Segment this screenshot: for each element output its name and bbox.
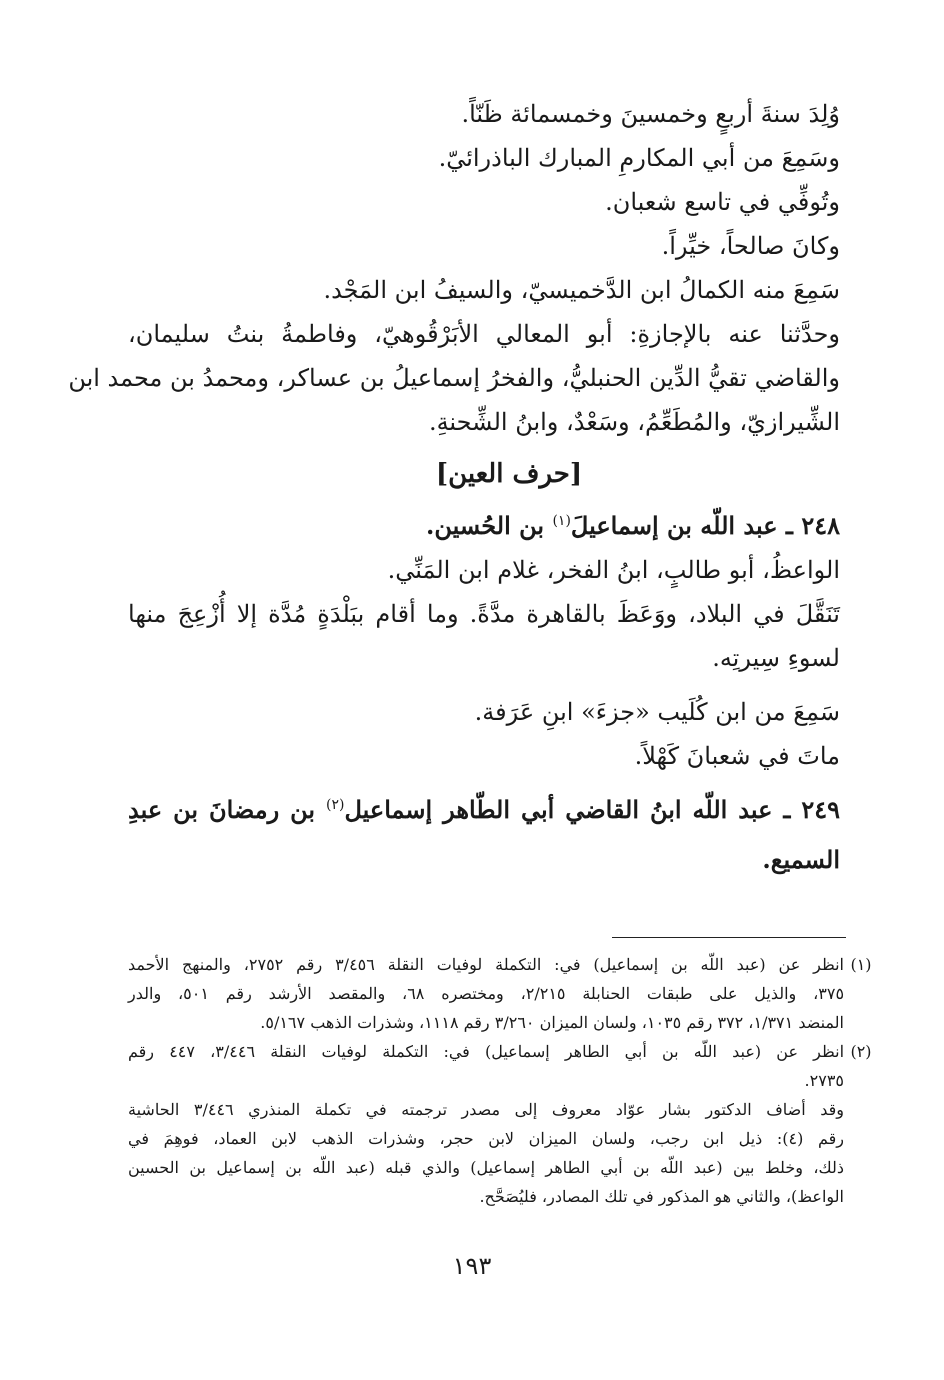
text-line: لسوءِ سِيرتِه. [712, 644, 840, 672]
text-line: وكانَ صالحاً، خيِّراً. [661, 232, 840, 260]
footnote-number: (١) [850, 955, 872, 974]
text-line: الواعظُ، أبو طالبٍ، ابنُ الفخر، غلام ابن المَنِّي. [387, 556, 840, 584]
footnote-line: رقم (٤): ذيل ابن رجب، ولسان الميزان لابن حجر، وشذرات الذهب لابن العماد، فوهِمَ في [128, 1129, 844, 1148]
footnote-line: ذلك، وخلط بين (عبد اللّه بن أبي الطاهر إسماعيل) والذي قبله (عبد اللّه بن إسماعيل بن الحسين [128, 1158, 844, 1177]
footnote-2-addendum [128, 1095, 844, 1211]
footnote-line: انظر عن (عبد اللّه بن أبي الطاهر إسماعيل) في: التكملة لوفيات النقلة ٣/٤٤٦، ٤٤٧ رقم [128, 1042, 845, 1061]
section-heading: [حرف العين] [435, 459, 583, 489]
intro-lines [128, 92, 840, 312]
main-text [68, 92, 840, 882]
text-line: وتُوفِّي في تاسع شعبان. [605, 188, 840, 216]
entry-248-tail: بن الحُسين. [426, 511, 545, 540]
footnote-line: الواعظ)، والثاني هو المذكور في تلك المصادر، فليُصَحَّح. [479, 1187, 844, 1206]
entry-249-name: ٢٤٩ ـ عبد اللّه ابنُ القاضي أبي الطّاهر إسماعيل [344, 795, 840, 824]
footnote-ref-1[interactable]: (١) [552, 513, 571, 529]
footnote-line: المنضد ١/٣٧١، ٣٧٢ رقم ١٠٣٥، ولسان الميزان ٣/٢٦٠ رقم ١١١٨، وشذرات الذهب ٥/١٦٧. [260, 1013, 844, 1032]
text-line: تَنَقَّلَ في البلاد، ووَعَظَ بالقاهرة مدَّةً. وما أقام ببَلْدَةٍ مُدَّة إلا أُزْعِجَ منها [128, 600, 840, 628]
footnote-line: وقد أضاف الدكتور بشار عوّاد معروف إلى مصدر ترجمته في تكملة المنذري ٣/٤٤٦ الحاشية [128, 1100, 845, 1119]
text-line: ماتَ في شعبانَ كَهْلاً. [634, 742, 840, 770]
footnote-1 [128, 950, 872, 1037]
footnotes [128, 950, 872, 1211]
text-line: وسَمِعَ من أبي المكارمِ المبارك الباذرائيّ. [438, 144, 840, 172]
text-line: سَمِعَ من ابن كُلَيب «جزءَ» ابنِ عَرَفة. [474, 698, 840, 726]
entry-248-heading [128, 504, 840, 548]
text-line: سَمِعَ منه الكمالُ ابن الدَّخميسيّ، والسيفُ ابن المَجْد. [323, 276, 840, 304]
footnote-line: ٢٧٣٥. [804, 1071, 844, 1090]
footnote-ref-2[interactable]: (٢) [326, 797, 345, 813]
entry-249-heading [128, 788, 840, 832]
entry-248-name: ٢٤٨ ـ عبد اللّه بن إسماعيلَ [570, 511, 840, 540]
text-line: وُلِدَ سنةَ أربعٍ وخمسينَ وخمسمائة ظَنّاً. [461, 100, 840, 128]
entry-249-line2: السميع. [762, 845, 840, 874]
text-line: والقاضي تقيُّ الدِّين الحنبليُّ، والفخرُ إسماعيلُ بن عساكر، ومحمدُ بن محمد ابن [68, 364, 840, 392]
footnote-divider [612, 937, 846, 938]
entry-249-tail: بن رمضانَ بن عبدِ [128, 795, 316, 824]
footnote-number: (٢) [850, 1042, 872, 1061]
footnote-line: انظر عن (عبد اللّه بن إسماعيل) في: التكملة لوفيات النقلة ٣/٤٥٦ رقم ٢٧٥٢، والمنهج الأحمد [128, 955, 845, 974]
ijaza-paragraph [68, 312, 840, 444]
footnote-2 [128, 1037, 872, 1095]
text-line: وحدَّثنا عنه بالإجازةِ: أبو المعالي الأبَرْقُوهيّ، وفاطمةُ بنتُ سليمان، [128, 320, 840, 348]
text-line: الشِّيرازيّ، والمُطَعِّمُ، وسَعْدٌ، وابنُ الشِّحنةِ. [428, 408, 840, 436]
page-number: ١٩٣ [452, 1252, 492, 1280]
footnote-line: ٣٧٥، والذيل على طبقات الحنابلة ٢/٢١٥، ومختصره ٦٨، والمقصد الأرشد رقم ٥٠١، والدر [128, 984, 845, 1003]
